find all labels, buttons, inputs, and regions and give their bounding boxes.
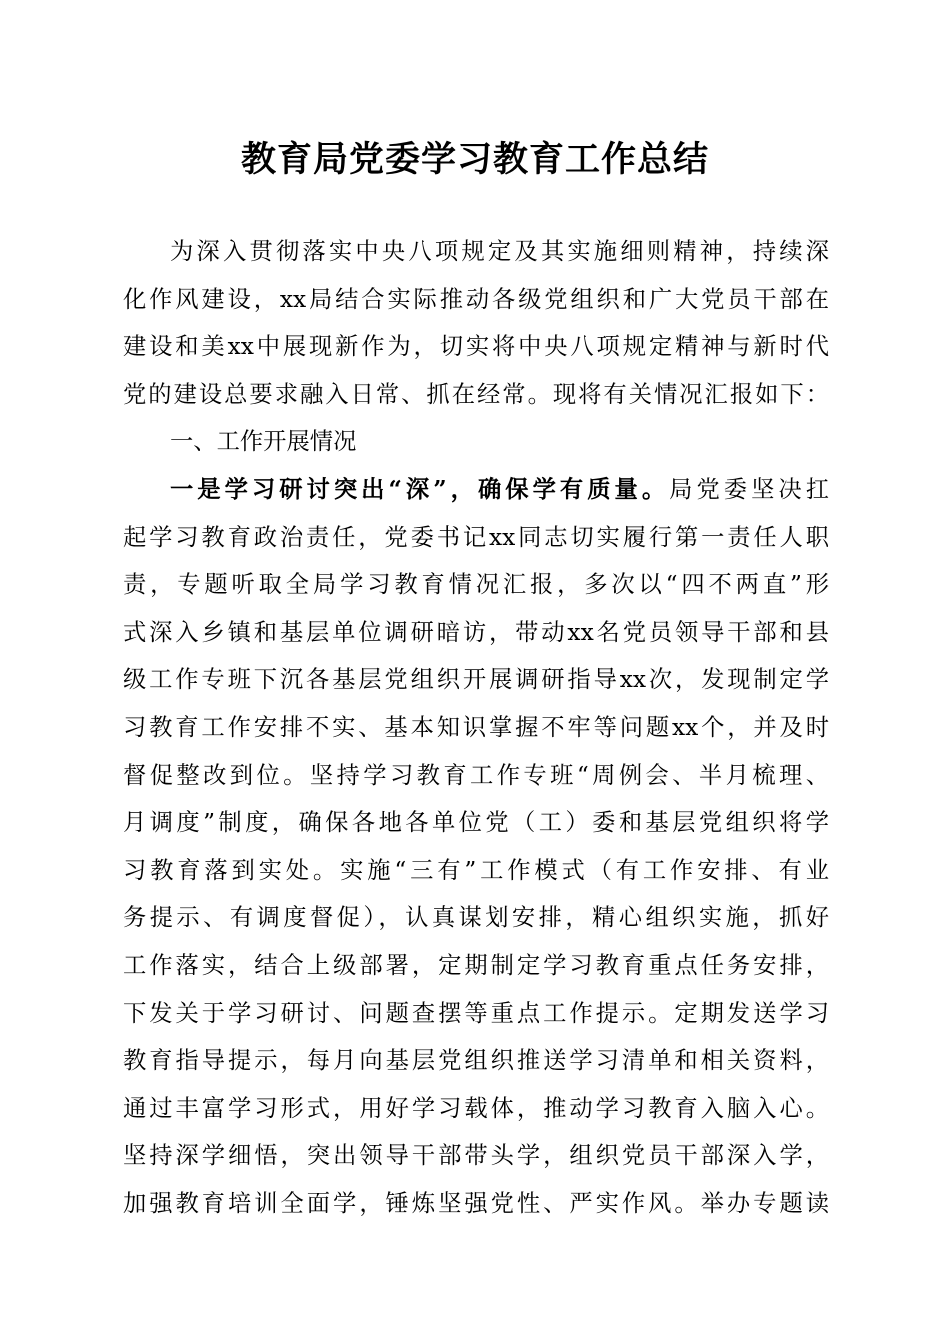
paragraph-line: 建设和美xx中展现新作为，切实将中央八项规定精神与新时代 [123,333,829,361]
paragraph-line: 通过丰富学习形式，用好学习载体，推动学习教育入脑入心。 [123,1094,829,1122]
paragraph-line: 下发关于学习研讨、问题查摆等重点工作提示。定期发送学习 [123,999,829,1027]
paragraph-line: 习教育落到实处。实施“三有”工作模式（有工作安排、有业 [123,856,829,884]
paragraph-line: 级工作专班下沉各基层党组织开展调研指导xx次，发现制定学 [123,666,829,694]
paragraph-line: 月调度”制度，确保各地各单位党（工）委和基层党组织将学 [123,809,829,837]
paragraph-lead: 一是学习研讨突出“深”，确保学有质量。 [170,475,670,503]
section-heading: 一、工作开展情况 [170,428,357,456]
paragraph-line: 坚持深学细悟，突出领导干部带头学，组织党员干部深入学， [123,1142,829,1170]
paragraph-line: 教育指导提示，每月向基层党组织推送学习清单和相关资料， [123,1047,829,1075]
document-body [123,228,829,1227]
paragraph-line: 责，专题听取全局学习教育情况汇报，多次以“四不两直”形 [123,571,829,599]
paragraph-line: 务提示、有调度督促），认真谋划安排，精心组织实施，抓好 [123,904,829,932]
paragraph-line: 起学习教育政治责任，党委书记xx同志切实履行第一责任人职 [123,523,829,551]
paragraph-line: 督促整改到位。坚持学习教育工作专班“周例会、半月梳理、 [123,761,829,789]
paragraph-line: 习教育工作安排不实、基本知识掌握不牢等问题xx个，并及时 [123,713,829,741]
paragraph-line: 为深入贯彻落实中央八项规定及其实施细则精神，持续深 [170,238,829,265]
paragraph-lead-rest: 局党委坚决扛 [669,475,829,503]
paragraph-line: 式深入乡镇和基层单位调研暗访，带动xx名党员领导干部和县 [123,618,829,646]
paragraph-line: 工作落实，结合上级部署，定期制定学习教育重点任务安排， [123,951,829,979]
paragraph-line [123,466,829,514]
page-title: 教育局党委学习教育工作总结 [240,139,709,180]
paragraph-line: 化作风建设，xx局结合实际推动各级党组织和广大党员干部在 [123,285,829,313]
paragraph-line: 党的建设总要求融入日常、抓在经常。现将有关情况汇报如下： [123,380,829,408]
paragraph-line: 加强教育培训全面学，锤炼坚强党性、严实作风。举办专题读 [123,1189,829,1217]
